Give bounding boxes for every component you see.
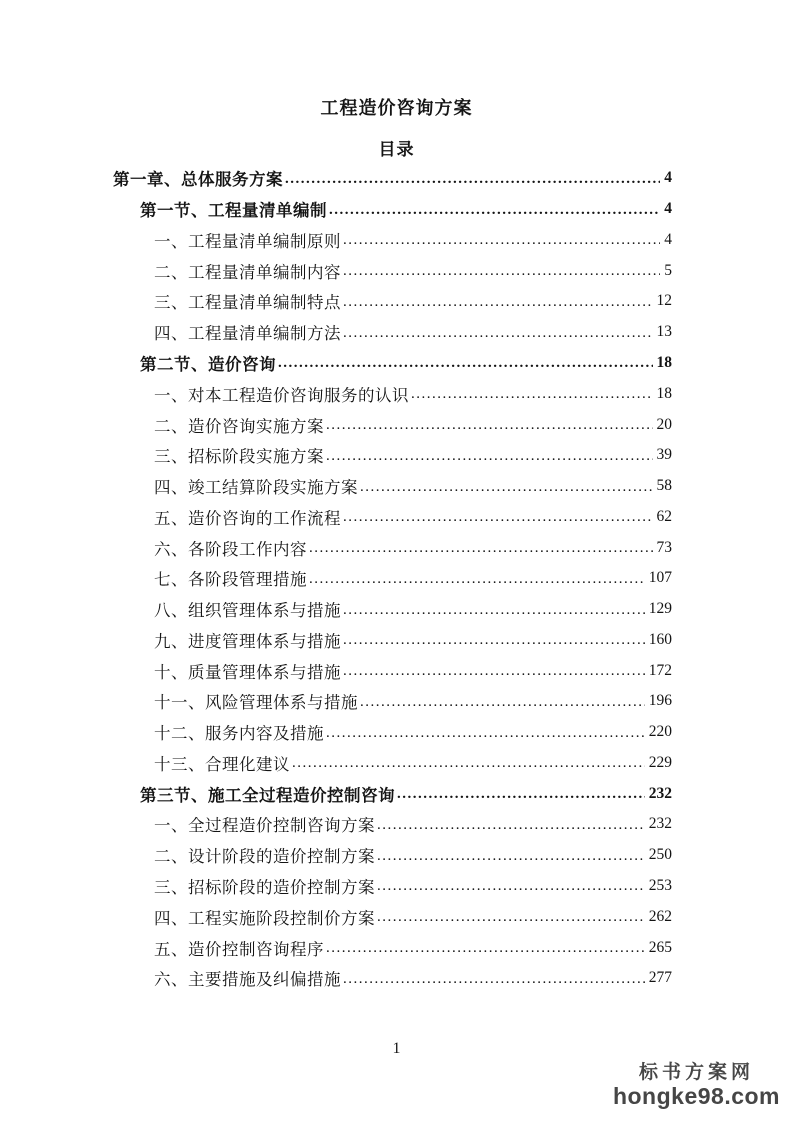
toc-entry-page-number: 4	[664, 200, 672, 218]
toc-dot-leader	[360, 479, 653, 496]
toc-entry[interactable]	[113, 225, 672, 256]
toc-entry[interactable]	[113, 348, 672, 379]
toc-entry-label: 十三、合理化建议	[154, 754, 290, 774]
toc-entry-label: 二、造价咨询实施方案	[154, 416, 324, 436]
toc-entry-label: 四、竣工结算阶段实施方案	[154, 478, 358, 498]
toc-entry[interactable]	[113, 194, 672, 225]
toc-entry-label: 第一节、工程量清单编制	[140, 201, 327, 221]
toc-entry-label: 一、全过程造价控制咨询方案	[154, 816, 375, 836]
toc-entry[interactable]	[113, 163, 672, 194]
toc-entry-label: 八、组织管理体系与措施	[154, 601, 341, 621]
watermark-site-url: hongke98.com	[612, 1082, 780, 1109]
toc-entry-page-number: 196	[648, 692, 672, 710]
toc-entry-label: 四、工程量清单编制方法	[154, 324, 341, 344]
toc-dot-leader	[343, 325, 653, 342]
toc-dot-leader	[329, 202, 660, 219]
toc-entry-label: 三、招标阶段实施方案	[154, 447, 324, 467]
toc-entry-page-number: 229	[648, 753, 672, 771]
toc-entry-page-number: 4	[664, 230, 672, 248]
toc-entry[interactable]	[113, 809, 672, 840]
toc-entry-label: 五、造价控制咨询程序	[154, 939, 324, 959]
toc-entry-label: 三、招标阶段的造价控制方案	[154, 877, 375, 897]
toc-dot-leader	[377, 848, 645, 865]
toc-entry-label: 二、工程量清单编制内容	[154, 262, 341, 282]
toc-entry-page-number: 62	[656, 507, 672, 525]
toc-entry-label: 七、各阶段管理措施	[154, 570, 307, 590]
toc-entry[interactable]	[113, 501, 672, 532]
toc-entry[interactable]	[113, 532, 672, 563]
toc-entry-label: 十、质量管理体系与措施	[154, 662, 341, 682]
toc-entry-label: 十二、服务内容及措施	[154, 724, 324, 744]
toc-entry-page-number: 13	[656, 323, 672, 341]
toc-entry[interactable]	[113, 686, 672, 717]
toc-entry[interactable]	[113, 594, 672, 625]
toc-entry[interactable]	[113, 255, 672, 286]
toc-dot-leader	[377, 909, 645, 926]
document-title: 工程造价咨询方案	[320, 98, 473, 118]
toc-entry[interactable]	[113, 871, 672, 902]
toc-dot-leader	[326, 940, 645, 957]
toc-entry[interactable]	[113, 932, 672, 963]
toc-entry-page-number: 4	[664, 169, 672, 187]
toc-dot-leader	[397, 786, 645, 803]
page-number-footer: 1	[392, 1040, 401, 1057]
toc-entry-label: 十一、风险管理体系与措施	[154, 693, 358, 713]
toc-entry[interactable]	[113, 840, 672, 871]
toc-entry-page-number: 160	[648, 630, 672, 648]
toc-entry-page-number: 277	[648, 969, 672, 987]
toc-entry-page-number: 232	[648, 815, 672, 833]
toc-entry-label: 三、工程量清单编制特点	[154, 293, 341, 313]
toc-entry-page-number: 18	[656, 384, 672, 402]
toc-entry[interactable]	[113, 963, 672, 994]
toc-entry-page-number: 58	[656, 477, 672, 495]
toc-entry[interactable]	[113, 409, 672, 440]
toc-entry-page-number: 18	[656, 353, 672, 371]
toc-dot-leader	[343, 509, 653, 526]
toc-entry-page-number: 262	[648, 907, 672, 925]
toc-entry[interactable]	[113, 563, 672, 594]
toc-entry[interactable]	[113, 440, 672, 471]
toc-dot-leader	[343, 232, 660, 249]
toc-entry-page-number: 265	[648, 938, 672, 956]
toc-dot-leader	[343, 294, 653, 311]
watermark	[613, 1063, 780, 1108]
toc-entry-page-number: 20	[656, 415, 672, 433]
toc-dot-leader	[360, 694, 645, 711]
toc-entry-page-number: 129	[648, 600, 672, 618]
toc-entry-page-number: 39	[656, 446, 672, 464]
toc-entry-page-number: 253	[648, 876, 672, 894]
toc-dot-leader	[292, 755, 645, 772]
toc-entry-label: 四、工程实施阶段控制价方案	[154, 908, 375, 928]
toc-dot-leader	[343, 663, 645, 680]
toc-entry-page-number: 73	[656, 538, 672, 556]
toc-entry-page-number: 220	[648, 723, 672, 741]
toc-entry-label: 第二节、造价咨询	[140, 354, 276, 374]
toc-entry-label: 第一章、总体服务方案	[113, 170, 283, 190]
toc-entry[interactable]	[113, 378, 672, 409]
toc-entry-label: 五、造价咨询的工作流程	[154, 508, 341, 528]
toc-entry[interactable]	[113, 748, 672, 779]
toc-entry[interactable]	[113, 717, 672, 748]
toc-entry-label: 九、进度管理体系与措施	[154, 631, 341, 651]
toc-entry-page-number: 107	[648, 569, 672, 587]
toc-dot-leader	[343, 602, 645, 619]
toc-heading: 目录	[378, 140, 415, 159]
toc-dot-leader	[278, 355, 653, 372]
toc-dot-leader	[309, 571, 645, 588]
toc-entry-page-number: 250	[648, 846, 672, 864]
toc-dot-leader	[309, 540, 653, 557]
toc-entry-label: 六、主要措施及纠偏措施	[154, 970, 341, 990]
toc-dot-leader	[343, 263, 660, 280]
toc-entry[interactable]	[113, 655, 672, 686]
toc-entry-label: 第三节、施工全过程造价控制咨询	[140, 785, 395, 805]
toc-entry[interactable]	[113, 471, 672, 502]
toc-entry-page-number: 5	[664, 261, 672, 279]
toc-entry[interactable]	[113, 778, 672, 809]
toc-dot-leader	[343, 971, 645, 988]
toc-entry-page-number: 172	[648, 661, 672, 679]
toc-entry[interactable]	[113, 901, 672, 932]
toc-dot-leader	[411, 386, 653, 403]
toc-dot-leader	[326, 448, 653, 465]
toc-entry-label: 一、工程量清单编制原则	[154, 231, 341, 251]
toc-dot-leader	[343, 632, 645, 649]
toc-entry-page-number: 232	[648, 784, 672, 802]
table-of-contents	[113, 163, 672, 994]
toc-entry-label: 二、设计阶段的造价控制方案	[154, 847, 375, 867]
toc-dot-leader	[285, 171, 660, 188]
toc-entry[interactable]	[113, 624, 672, 655]
toc-entry-page-number: 12	[656, 292, 672, 310]
toc-entry-label: 一、对本工程造价咨询服务的认识	[154, 385, 409, 405]
toc-dot-leader	[326, 417, 653, 434]
watermark-site-name: 标书方案网	[638, 1062, 754, 1083]
toc-dot-leader	[377, 878, 645, 895]
toc-entry[interactable]	[113, 286, 672, 317]
toc-entry[interactable]	[113, 317, 672, 348]
toc-entry-label: 六、各阶段工作内容	[154, 539, 307, 559]
toc-dot-leader	[326, 725, 645, 742]
toc-dot-leader	[377, 817, 645, 834]
